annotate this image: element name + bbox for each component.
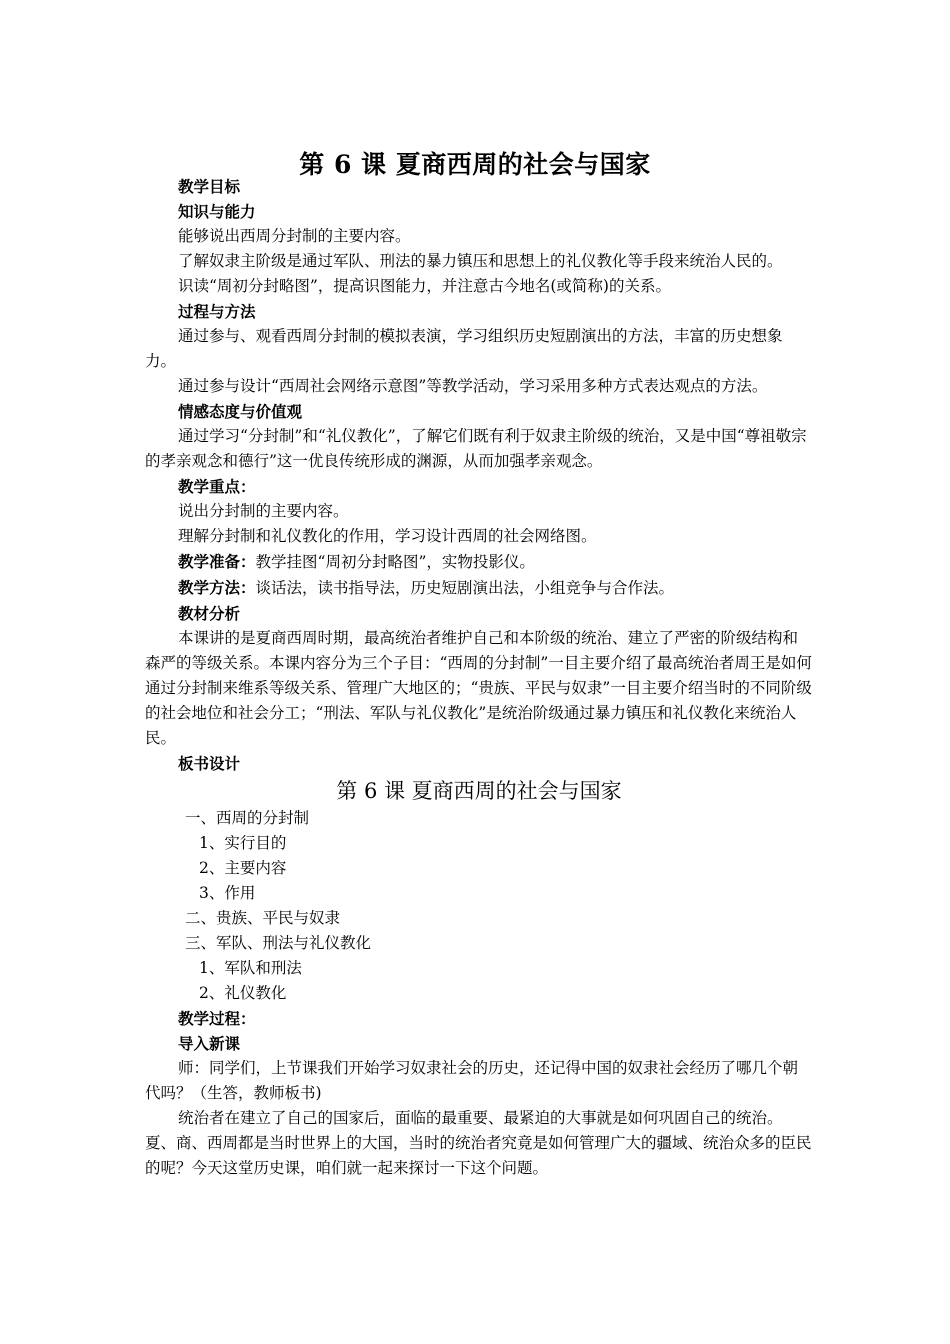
intro-paragraph-2: 统治者在建立了自己的国家后，面临的最重要、最紧迫的大事就是如何巩固自己的统治。夏、商、西周都是当时世界上的大国，当时的统治者究竟是如何管理广大的疆域、统治众多的臣民的呢？今天这堂历史课，咱们就一起来探讨一下这个问题。: [145, 1109, 812, 1177]
board-section-2: 二、贵族、平民与奴隶: [185, 909, 341, 927]
document-body: [145, 174, 813, 1181]
board-item-1-2: 2、主要内容: [199, 859, 287, 877]
board-item-1-1: 1、实行目的: [199, 834, 287, 852]
methods-label: 教学方法：: [178, 578, 256, 597]
analysis-paragraph: 本课讲的是夏商西周时期，最高统治者维护自己和本阶级的统治、建立了严密的阶级结构和森严的等级关系。本课内容分为三个子目：“西周的分封制”一目主要介绍了最高统治者周王是如何通过分封制来维系等级关系、管理广大地区的；“贵族、平民与奴隶”一目主要介绍当时的不同阶级的社会地位和社会分工；“刑法、军队与礼仪教化”是统治阶级通过暴力镇压和礼仪教化来统治人民。: [145, 629, 812, 747]
process-paragraph-1: 通过参与、观看西周分封制的模拟表演，学习组织历史短剧演出的方法，丰富的历史想象力。: [145, 327, 783, 370]
values-heading: 情感态度与价值观: [178, 402, 303, 421]
process-method-heading: 过程与方法: [178, 302, 256, 321]
knowledge-heading: 知识与能力: [178, 202, 256, 221]
teaching-process-heading: 教学过程：: [178, 1009, 256, 1028]
knowledge-paragraph-1: 能够说出西周分封制的主要内容。: [178, 227, 411, 245]
board-title: 第 6 课 夏商西周的社会与国家: [336, 779, 622, 803]
page-title: 第 6 课 夏商西周的社会与国家: [299, 149, 651, 179]
board-section-1: 一、西周的分封制: [185, 809, 310, 827]
knowledge-paragraph-3: 识读“周初分封略图”，提高识图能力，并注意古今地名(或简称)的关系。: [178, 277, 671, 295]
objectives-heading: 教学目标: [178, 177, 241, 196]
preparation-label: 教学准备：: [178, 552, 256, 571]
key-points-paragraph-1: 说出分封制的主要内容。: [178, 502, 349, 520]
key-points-heading: 教学重点：: [178, 477, 256, 496]
methods-line: [145, 575, 813, 601]
values-paragraph-1: 通过学习“分封制”和“礼仪教化”，了解它们既有利于奴隶主阶级的统治，又是中国“尊祖敬宗的孝亲观念和德行”这一优良传统形成的渊源，从而加强孝亲观念。: [145, 427, 807, 470]
board-item-3-2: 2、礼仪教化: [199, 984, 287, 1002]
board-heading: 板书设计: [178, 754, 241, 773]
key-points-paragraph-2: 理解分封制和礼仪教化的作用，学习设计西周的社会网络图。: [178, 527, 597, 545]
methods-text: 谈话法，读书指导法，历史短剧演出法，小组竞争与合作法。: [255, 579, 675, 597]
preparation-text: 教学挂图“周初分封略图”，实物投影仪。: [255, 553, 535, 571]
intro-heading: 导入新课: [178, 1034, 241, 1053]
process-paragraph-2: 通过参与设计“西周社会网络示意图”等教学活动，学习采用多种方式表达观点的方法。: [178, 377, 768, 395]
preparation-line: [145, 549, 813, 575]
knowledge-paragraph-2: 了解奴隶主阶级是通过军队、刑法的暴力镇压和思想上的礼仪教化等手段来统治人民的。: [178, 252, 783, 270]
intro-paragraph-1: 师：同学们，上节课我们开始学习奴隶社会的历史，还记得中国的奴隶社会经历了哪几个朝代吗？（生答，教师板书): [145, 1059, 799, 1102]
analysis-heading: 教材分析: [178, 604, 241, 623]
board-section-3: 三、军队、刑法与礼仪教化: [185, 934, 372, 952]
board-item-3-1: 1、军队和刑法: [199, 959, 302, 977]
board-item-1-3: 3、作用: [199, 884, 256, 902]
